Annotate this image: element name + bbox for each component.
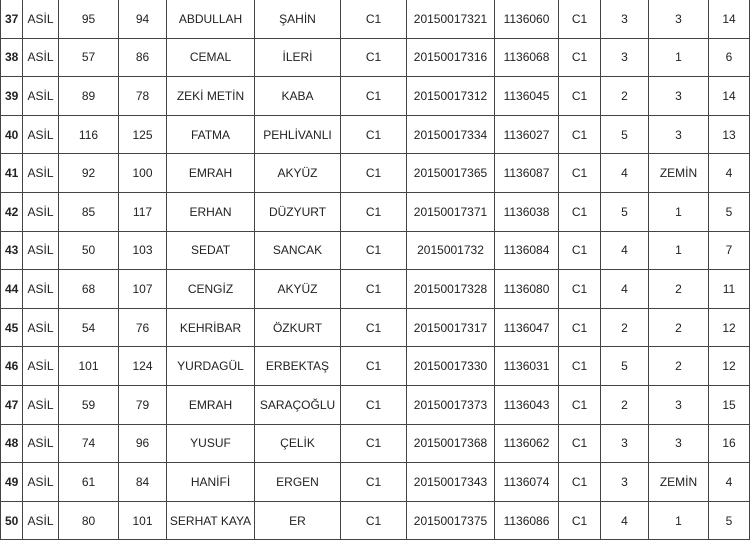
status-cell: ASİL [23, 154, 59, 193]
registry-number-cell: 1136060 [495, 0, 559, 38]
score-a-cell: 74 [59, 424, 119, 463]
class-2-cell: C1 [559, 231, 601, 270]
class-2-cell: C1 [559, 347, 601, 386]
level-cell: 3 [649, 115, 709, 154]
status-cell: ASİL [23, 231, 59, 270]
rank-cell: 7 [709, 231, 750, 270]
score-b-cell: 107 [119, 270, 167, 309]
score-b-cell: 86 [119, 38, 167, 77]
floor-cell: 5 [601, 192, 649, 231]
table-row [1, 115, 750, 154]
document-number-cell: 20150017312 [407, 77, 495, 116]
class-cell: C1 [341, 270, 407, 309]
table-row [1, 308, 750, 347]
rank-cell: 5 [709, 192, 750, 231]
row-number-cell: 42 [1, 192, 23, 231]
class-2-cell: C1 [559, 385, 601, 424]
registry-number-cell: 1136027 [495, 115, 559, 154]
rank-cell: 4 [709, 154, 750, 193]
table-row [1, 192, 750, 231]
score-b-cell: 117 [119, 192, 167, 231]
row-number-cell: 48 [1, 424, 23, 463]
row-number-cell: 38 [1, 38, 23, 77]
last-name-cell: ERGEN [255, 463, 341, 502]
document-number-cell: 20150017321 [407, 0, 495, 38]
rank-cell: 13 [709, 115, 750, 154]
class-cell: C1 [341, 385, 407, 424]
status-cell: ASİL [23, 347, 59, 386]
class-cell: C1 [341, 38, 407, 77]
first-name-cell: CENGİZ [167, 270, 255, 309]
level-cell: 2 [649, 270, 709, 309]
class-cell: C1 [341, 154, 407, 193]
score-b-cell: 96 [119, 424, 167, 463]
document-number-cell: 20150017373 [407, 385, 495, 424]
last-name-cell: SANCAK [255, 231, 341, 270]
document-number-cell: 20150017343 [407, 463, 495, 502]
class-2-cell: C1 [559, 0, 601, 38]
status-cell: ASİL [23, 0, 59, 38]
first-name-cell: SERHAT KAYA [167, 501, 255, 540]
class-2-cell: C1 [559, 463, 601, 502]
document-number-cell: 20150017368 [407, 424, 495, 463]
rank-cell: 4 [709, 463, 750, 502]
class-cell: C1 [341, 501, 407, 540]
status-cell: ASİL [23, 38, 59, 77]
score-b-cell: 125 [119, 115, 167, 154]
score-b-cell: 79 [119, 385, 167, 424]
first-name-cell: YUSUF [167, 424, 255, 463]
floor-cell: 3 [601, 424, 649, 463]
level-cell: 3 [649, 424, 709, 463]
score-a-cell: 80 [59, 501, 119, 540]
score-b-cell: 100 [119, 154, 167, 193]
document-number-cell: 20150017316 [407, 38, 495, 77]
class-2-cell: C1 [559, 77, 601, 116]
class-2-cell: C1 [559, 38, 601, 77]
registry-number-cell: 1136043 [495, 385, 559, 424]
row-number-cell: 40 [1, 115, 23, 154]
status-cell: ASİL [23, 385, 59, 424]
last-name-cell: KABA [255, 77, 341, 116]
row-number-cell: 45 [1, 308, 23, 347]
score-b-cell: 94 [119, 0, 167, 38]
floor-cell: 2 [601, 385, 649, 424]
row-number-cell: 49 [1, 463, 23, 502]
table-row [1, 463, 750, 502]
first-name-cell: ERHAN [167, 192, 255, 231]
level-cell: 1 [649, 231, 709, 270]
registry-number-cell: 1136080 [495, 270, 559, 309]
score-b-cell: 78 [119, 77, 167, 116]
last-name-cell: AKYÜZ [255, 270, 341, 309]
class-2-cell: C1 [559, 154, 601, 193]
first-name-cell: HANİFİ [167, 463, 255, 502]
floor-cell: 3 [601, 0, 649, 38]
registry-number-cell: 1136068 [495, 38, 559, 77]
document-number-cell: 20150017334 [407, 115, 495, 154]
row-number-cell: 50 [1, 501, 23, 540]
score-a-cell: 85 [59, 192, 119, 231]
last-name-cell: ÖZKURT [255, 308, 341, 347]
status-cell: ASİL [23, 115, 59, 154]
score-a-cell: 92 [59, 154, 119, 193]
document-number-cell: 20150017371 [407, 192, 495, 231]
registry-number-cell: 1136062 [495, 424, 559, 463]
score-b-cell: 76 [119, 308, 167, 347]
score-a-cell: 61 [59, 463, 119, 502]
class-2-cell: C1 [559, 192, 601, 231]
floor-cell: 2 [601, 308, 649, 347]
status-cell: ASİL [23, 192, 59, 231]
status-cell: ASİL [23, 270, 59, 309]
first-name-cell: CEMAL [167, 38, 255, 77]
rank-cell: 15 [709, 385, 750, 424]
first-name-cell: YURDAGÜL [167, 347, 255, 386]
table-row [1, 424, 750, 463]
last-name-cell: ŞAHİN [255, 0, 341, 38]
table-body [1, 0, 750, 540]
class-cell: C1 [341, 463, 407, 502]
level-cell: 3 [649, 385, 709, 424]
rank-cell: 16 [709, 424, 750, 463]
level-cell: 3 [649, 0, 709, 38]
first-name-cell: ZEKİ METİN [167, 77, 255, 116]
first-name-cell: FATMA [167, 115, 255, 154]
rank-cell: 14 [709, 77, 750, 116]
status-cell: ASİL [23, 424, 59, 463]
last-name-cell: İLERİ [255, 38, 341, 77]
row-number-cell: 47 [1, 385, 23, 424]
score-a-cell: 116 [59, 115, 119, 154]
document-number-cell: 20150017317 [407, 308, 495, 347]
floor-cell: 5 [601, 115, 649, 154]
rank-cell: 11 [709, 270, 750, 309]
last-name-cell: DÜZYURT [255, 192, 341, 231]
document-number-cell: 20150017375 [407, 501, 495, 540]
rank-cell: 5 [709, 501, 750, 540]
score-b-cell: 84 [119, 463, 167, 502]
class-cell: C1 [341, 115, 407, 154]
table-row [1, 77, 750, 116]
class-2-cell: C1 [559, 501, 601, 540]
class-2-cell: C1 [559, 308, 601, 347]
table-row [1, 154, 750, 193]
row-number-cell: 39 [1, 77, 23, 116]
floor-cell: 4 [601, 154, 649, 193]
status-cell: ASİL [23, 501, 59, 540]
row-number-cell: 41 [1, 154, 23, 193]
score-a-cell: 95 [59, 0, 119, 38]
first-name-cell: SEDAT [167, 231, 255, 270]
score-a-cell: 50 [59, 231, 119, 270]
registry-number-cell: 1136087 [495, 154, 559, 193]
floor-cell: 3 [601, 463, 649, 502]
floor-cell: 3 [601, 38, 649, 77]
floor-cell: 4 [601, 231, 649, 270]
table-row [1, 231, 750, 270]
score-b-cell: 103 [119, 231, 167, 270]
registry-number-cell: 1136047 [495, 308, 559, 347]
class-cell: C1 [341, 0, 407, 38]
class-cell: C1 [341, 424, 407, 463]
class-2-cell: C1 [559, 270, 601, 309]
registry-number-cell: 1136074 [495, 463, 559, 502]
document-number-cell: 20150017365 [407, 154, 495, 193]
level-cell: 1 [649, 501, 709, 540]
floor-cell: 4 [601, 501, 649, 540]
table-row [1, 38, 750, 77]
score-a-cell: 54 [59, 308, 119, 347]
last-name-cell: SARAÇOĞLU [255, 385, 341, 424]
row-number-cell: 44 [1, 270, 23, 309]
table-row [1, 347, 750, 386]
score-a-cell: 57 [59, 38, 119, 77]
last-name-cell: ERBEKTAŞ [255, 347, 341, 386]
last-name-cell: PEHLİVANLI [255, 115, 341, 154]
score-a-cell: 68 [59, 270, 119, 309]
level-cell: 1 [649, 192, 709, 231]
class-cell: C1 [341, 231, 407, 270]
last-name-cell: AKYÜZ [255, 154, 341, 193]
floor-cell: 5 [601, 347, 649, 386]
floor-cell: 4 [601, 270, 649, 309]
floor-cell: 2 [601, 77, 649, 116]
registry-number-cell: 1136084 [495, 231, 559, 270]
registry-number-cell: 1136038 [495, 192, 559, 231]
level-cell: 1 [649, 38, 709, 77]
level-cell: 2 [649, 347, 709, 386]
level-cell: 3 [649, 77, 709, 116]
row-number-cell: 43 [1, 231, 23, 270]
class-2-cell: C1 [559, 115, 601, 154]
first-name-cell: EMRAH [167, 385, 255, 424]
rank-cell: 6 [709, 38, 750, 77]
status-cell: ASİL [23, 77, 59, 116]
row-number-cell: 46 [1, 347, 23, 386]
rank-cell: 12 [709, 308, 750, 347]
level-cell: ZEMİN [649, 154, 709, 193]
score-b-cell: 101 [119, 501, 167, 540]
registry-number-cell: 1136086 [495, 501, 559, 540]
score-a-cell: 101 [59, 347, 119, 386]
table-row [1, 270, 750, 309]
row-number-cell: 37 [1, 0, 23, 38]
registry-number-cell: 1136031 [495, 347, 559, 386]
document-number-cell: 2015001732 [407, 231, 495, 270]
document-number-cell: 20150017330 [407, 347, 495, 386]
first-name-cell: KEHRİBAR [167, 308, 255, 347]
class-cell: C1 [341, 308, 407, 347]
rank-cell: 14 [709, 0, 750, 38]
status-cell: ASİL [23, 308, 59, 347]
level-cell: 2 [649, 308, 709, 347]
registry-number-cell: 1136045 [495, 77, 559, 116]
first-name-cell: EMRAH [167, 154, 255, 193]
first-name-cell: ABDULLAH [167, 0, 255, 38]
score-b-cell: 124 [119, 347, 167, 386]
class-2-cell: C1 [559, 424, 601, 463]
last-name-cell: ER [255, 501, 341, 540]
class-cell: C1 [341, 192, 407, 231]
class-cell: C1 [341, 347, 407, 386]
last-name-cell: ÇELİK [255, 424, 341, 463]
table-row [1, 501, 750, 540]
rank-cell: 12 [709, 347, 750, 386]
score-a-cell: 89 [59, 77, 119, 116]
table-row [1, 0, 750, 38]
document-number-cell: 20150017328 [407, 270, 495, 309]
table-row [1, 385, 750, 424]
status-cell: ASİL [23, 463, 59, 502]
level-cell: ZEMİN [649, 463, 709, 502]
class-cell: C1 [341, 77, 407, 116]
score-a-cell: 59 [59, 385, 119, 424]
